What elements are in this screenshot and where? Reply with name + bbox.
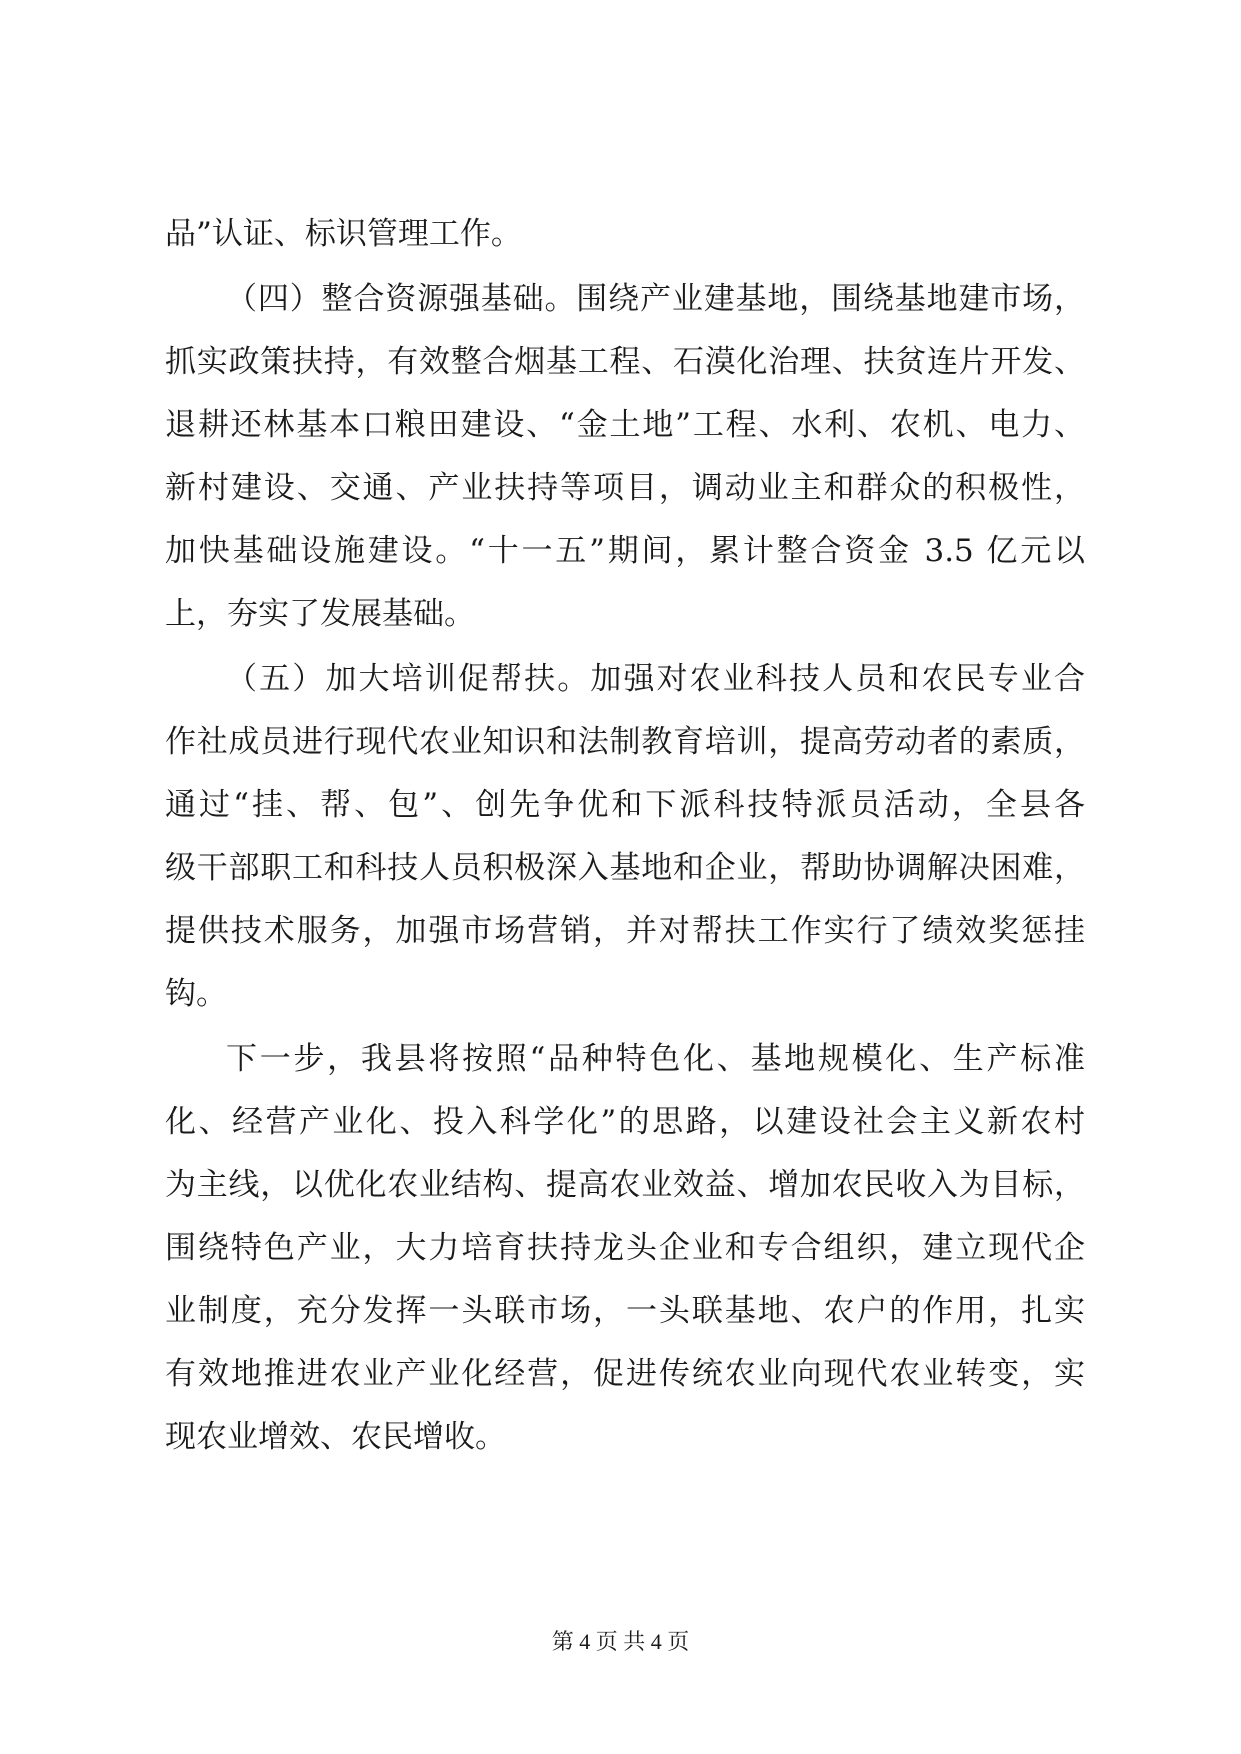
text-line: 下一步，我县将按照“品种特色化、基地规模化、生产标准: [226, 1041, 1085, 1077]
text-line: 品”认证、标识管理工作。: [165, 216, 522, 252]
text-line: 为主线，以优化农业结构、提高农业效益、增加农民收入为目标，: [165, 1167, 1085, 1203]
text-line: 有效地推进农业产业化经营，促进传统农业向现代农业转变，实: [165, 1356, 1085, 1392]
text-line: （五）加大培训促帮扶。加强对农业科技人员和农民专业合: [226, 661, 1085, 697]
text-line: 围绕特色产业，大力培育扶持龙头企业和专合组织，建立现代企: [165, 1230, 1085, 1266]
text-line: 抓实政策扶持，有效整合烟基工程、石漠化治理、扶贫连片开发、: [165, 344, 1085, 380]
text-line: 级干部职工和科技人员积极深入基地和企业，帮助协调解决困难，: [165, 850, 1085, 886]
text-line: 业制度，充分发挥一头联市场，一头联基地、农户的作用，扎实: [165, 1293, 1085, 1329]
text-line: 加快基础设施建设。“十一五”期间，累计整合资金 3.5 亿元以: [165, 533, 1085, 569]
page-number-footer: 第 4 页 共 4 页: [551, 1629, 690, 1654]
text-line: （四）整合资源强基础。围绕产业建基地，围绕基地建市场，: [226, 281, 1085, 317]
text-line: 作社成员进行现代农业知识和法制教育培训，提高劳动者的素质，: [165, 724, 1085, 760]
text-line: 现农业增效、农民增收。: [165, 1419, 506, 1455]
text-line: 钩。: [165, 976, 227, 1012]
text-line: 新村建设、交通、产业扶持等项目，调动业主和群众的积极性，: [165, 470, 1085, 506]
text-line: 化、经营产业化、投入科学化”的思路，以建设社会主义新农村: [165, 1104, 1085, 1140]
text-line: 通过“挂、帮、包”、创先争优和下派科技特派员活动，全县各: [165, 787, 1085, 823]
text-line: 退耕还林基本口粮田建设、“金土地”工程、水利、农机、电力、: [165, 407, 1085, 443]
text-line: 提供技术服务，加强市场营销，并对帮扶工作实行了绩效奖惩挂: [165, 913, 1085, 949]
text-line: 上，夯实了发展基础。: [165, 596, 475, 632]
